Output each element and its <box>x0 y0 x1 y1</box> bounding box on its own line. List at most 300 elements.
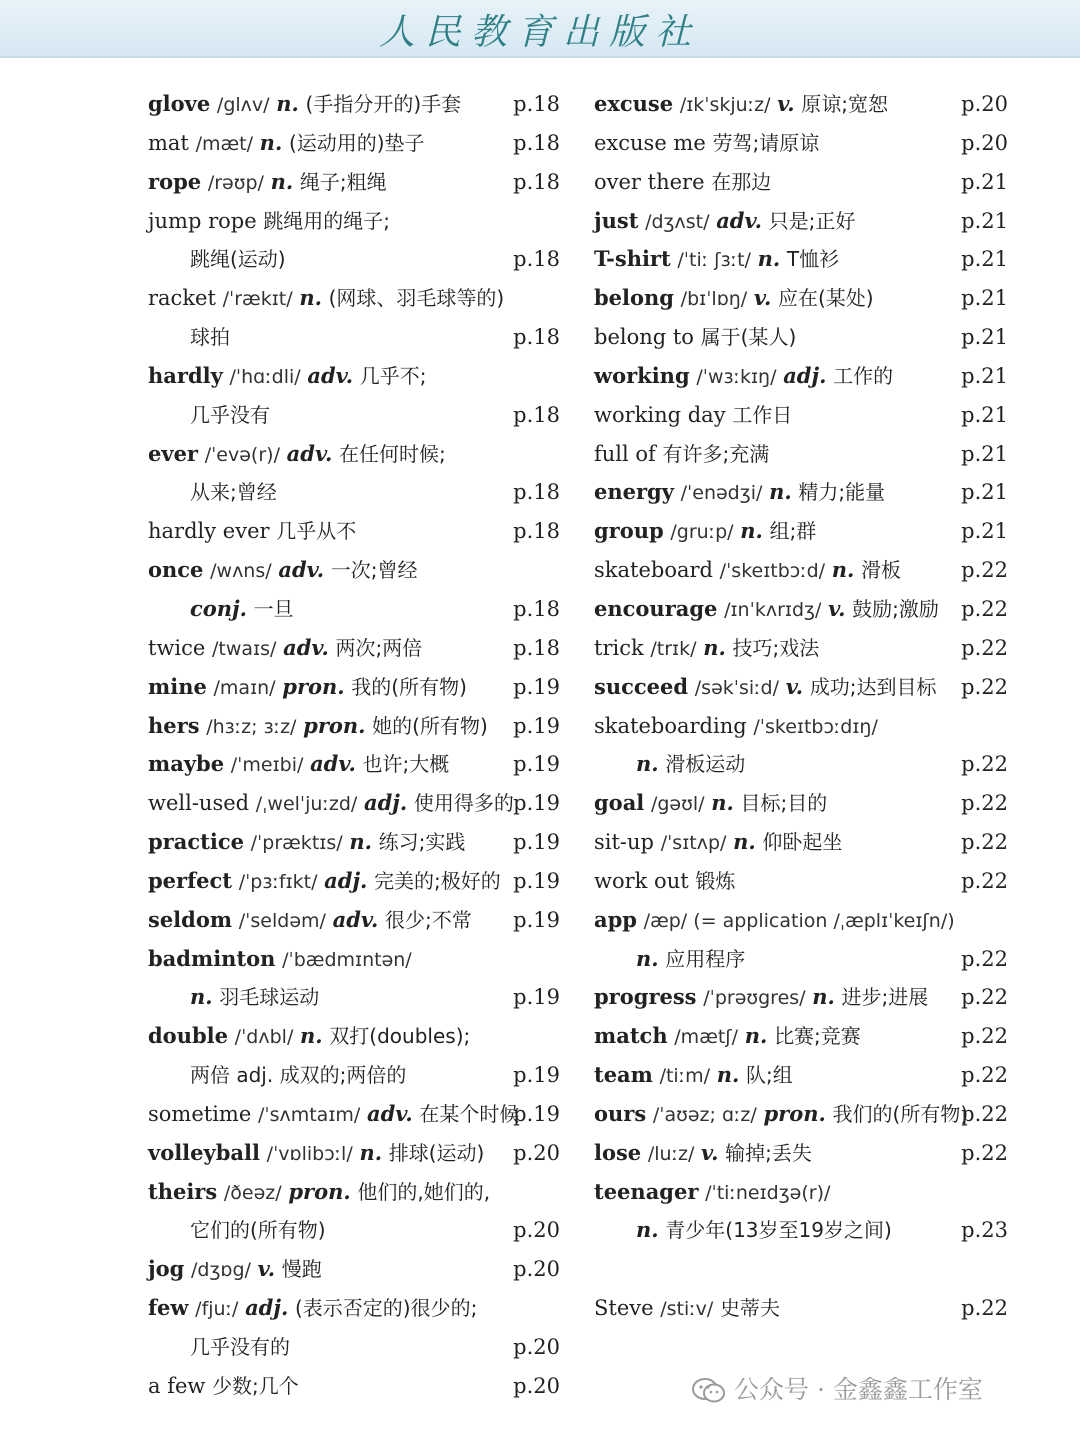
vocab-entry <box>148 1173 560 1212</box>
headword: volleyball <box>148 1139 260 1165</box>
chinese-gloss: (网球、羽毛球等的) <box>328 286 505 311</box>
phonetic: /ˈtiː ʃɜːt/ <box>677 249 751 272</box>
entry-text <box>594 85 888 125</box>
phonetic: /stiːv/ <box>660 1298 714 1321</box>
page-ref: p.22 <box>961 674 1008 699</box>
phonetic: /ˈaʊəz; ɑːz/ <box>652 1103 757 1126</box>
page-ref: p.18 <box>513 596 560 621</box>
entry-text <box>594 668 937 708</box>
chinese-gloss: 绳子;粗绳 <box>299 169 387 194</box>
page-ref: p.22 <box>961 830 1008 855</box>
headword: racket <box>148 286 216 311</box>
chinese-gloss: 工作日 <box>732 402 793 427</box>
part-of-speech: n. <box>299 285 322 311</box>
vocab-entry <box>148 940 560 979</box>
phonetic: /rəʊp/ <box>207 171 264 194</box>
entry-text <box>594 1173 830 1213</box>
page-ref: p.18 <box>513 480 560 505</box>
vocab-entry <box>148 163 560 202</box>
vocab-entry <box>148 357 560 396</box>
phonetic: /ˈenədʒi/ <box>680 482 763 505</box>
headword: lose <box>594 1139 642 1165</box>
headword: hardly <box>148 362 223 388</box>
part-of-speech: n. <box>703 634 726 660</box>
chinese-gloss: 精力;能量 <box>798 480 886 505</box>
entry-text <box>148 707 488 747</box>
vocab-entry <box>594 590 1008 629</box>
headword: practice <box>148 829 244 855</box>
headword: double <box>148 1023 228 1049</box>
chinese-gloss: 鼓励;激励 <box>852 596 939 621</box>
vocab-entry-continuation <box>594 1211 1008 1250</box>
vocab-entry <box>594 551 1008 590</box>
entry-text <box>594 978 928 1018</box>
entry-text <box>148 901 472 941</box>
phonetic: /ˈdʌbl/ <box>234 1026 294 1049</box>
headword: well-used <box>148 791 250 816</box>
vocab-entry <box>594 512 1008 551</box>
page-ref: p.20 <box>513 1140 560 1165</box>
headword: seldom <box>148 906 233 932</box>
entry-text <box>594 551 901 591</box>
phonetic: /trɪk/ <box>650 637 697 660</box>
watermark-text: 公众号 · 金鑫鑫工作室 <box>734 1375 983 1404</box>
part-of-speech: v. <box>785 673 804 699</box>
page-ref: p.19 <box>513 868 560 893</box>
phonetic: /ˈsɪtʌp/ <box>660 832 727 855</box>
vocab-entry <box>594 1134 1008 1173</box>
headword: a few <box>148 1373 206 1398</box>
chinese-gloss: 劳驾;请原谅 <box>712 130 820 155</box>
vocab-entry <box>148 901 560 940</box>
page-ref: p.18 <box>513 402 560 427</box>
part-of-speech: n. <box>270 168 294 194</box>
entry-text <box>594 1056 793 1096</box>
phonetic: /ɪnˈkʌrɪdʒ/ <box>724 598 822 621</box>
phonetic: /twaɪs/ <box>212 637 277 660</box>
page-ref: p.20 <box>513 1257 560 1282</box>
headword: goal <box>594 790 645 816</box>
chinese-gloss: 技巧;戏法 <box>732 635 820 660</box>
entry-text <box>594 240 839 280</box>
chinese-gloss: 组;群 <box>769 519 817 544</box>
vocab-entry <box>148 279 560 318</box>
entry-text <box>594 318 796 357</box>
chinese-gloss: 青少年(13岁至19岁之间) <box>665 1218 892 1243</box>
chinese-gloss: 比赛;竞赛 <box>774 1024 861 1049</box>
entry-text <box>594 901 955 941</box>
page-ref: p.21 <box>961 325 1008 350</box>
entry-text <box>148 512 356 551</box>
part-of-speech: adv. <box>278 557 325 583</box>
entry-text <box>190 1211 326 1250</box>
page-ref: p.22 <box>961 946 1008 971</box>
vocab-entry <box>148 1367 560 1406</box>
vocab-entry <box>148 1134 560 1173</box>
chinese-gloss: 球拍 <box>190 325 230 350</box>
chinese-gloss: 一次;曾经 <box>330 558 418 583</box>
phonetic: /luːz/ <box>647 1142 695 1165</box>
page-ref: p.23 <box>961 1218 1008 1243</box>
page-ref: p.22 <box>961 868 1008 893</box>
page-ref: p.21 <box>961 480 1008 505</box>
part-of-speech: n. <box>636 945 659 971</box>
chinese-gloss: 很少;不常 <box>385 907 472 932</box>
page-ref: p.18 <box>513 247 560 272</box>
vocab-entry <box>148 668 560 707</box>
phonetic: /mætʃ/ <box>674 1026 739 1049</box>
part-of-speech: adv. <box>283 634 329 660</box>
vocab-entry <box>594 1017 1008 1056</box>
entry-text <box>594 1134 812 1174</box>
page-ref: p.19 <box>513 907 560 932</box>
chinese-gloss: 几乎没有 <box>190 402 270 427</box>
vocab-entry <box>594 1095 1008 1134</box>
page-ref: p.22 <box>961 596 1008 621</box>
entry-text <box>594 784 827 824</box>
entry-text <box>148 668 467 708</box>
entry-text <box>148 862 501 902</box>
chinese-gloss: (表示否定的)很少的; <box>294 1296 478 1321</box>
part-of-speech: adv. <box>286 440 333 466</box>
headword: match <box>594 1023 668 1049</box>
headword: jump rope <box>148 208 257 233</box>
vocab-entry <box>594 473 1008 512</box>
headword: hardly ever <box>148 519 270 544</box>
entry-text <box>594 279 874 319</box>
headword: few <box>148 1295 189 1321</box>
entry-text <box>190 318 230 357</box>
page-ref: p.22 <box>961 985 1008 1010</box>
part-of-speech: adj. <box>245 1295 289 1321</box>
headword: trick <box>594 635 644 660</box>
headword: skateboarding <box>594 713 747 738</box>
vocab-entry <box>594 1250 1008 1289</box>
page-ref: p.19 <box>513 713 560 738</box>
vocab-column-left <box>148 85 560 1406</box>
entry-text <box>148 163 387 203</box>
headword: energy <box>594 479 674 505</box>
entry-text <box>148 629 422 669</box>
page-ref: p.22 <box>961 558 1008 583</box>
headword: T-shirt <box>594 246 671 272</box>
entry-text <box>594 1289 780 1329</box>
entry-text <box>190 396 270 435</box>
vocab-entry <box>148 551 560 590</box>
chinese-gloss: 几乎没有的 <box>190 1335 290 1359</box>
part-of-speech: adv. <box>366 1100 413 1126</box>
entry-text <box>148 1095 519 1135</box>
entry-text <box>148 279 504 319</box>
page-ref: p.21 <box>961 286 1008 311</box>
vocab-entry <box>594 901 1008 940</box>
part-of-speech: pron. <box>288 1178 351 1204</box>
entry-text <box>148 1134 484 1174</box>
chinese-gloss: 几乎从不 <box>276 519 357 544</box>
part-of-speech: n. <box>716 1062 740 1088</box>
headword: sometime <box>148 1101 252 1126</box>
vocab-entry <box>594 202 1008 241</box>
part-of-speech: n. <box>711 790 734 816</box>
chinese-gloss: 羽毛球运动 <box>219 985 320 1010</box>
part-of-speech: v. <box>753 285 772 311</box>
vocab-entry <box>594 978 1008 1017</box>
part-of-speech: v. <box>828 595 846 621</box>
chinese-gloss: 使用得多的 <box>413 791 514 816</box>
part-of-speech: adv. <box>716 207 762 233</box>
vocab-entry <box>594 240 1008 279</box>
phonetic: /ˈseldəm/ <box>238 909 326 932</box>
entry-text <box>594 823 842 863</box>
vocab-entry-continuation <box>148 240 560 279</box>
vocab-entry <box>594 163 1008 202</box>
part-of-speech: adj. <box>324 867 368 893</box>
headword: excuse <box>594 91 674 116</box>
entry-text <box>148 124 425 164</box>
vocab-entry-continuation <box>148 396 560 435</box>
page-ref: p.19 <box>513 830 560 855</box>
headword: ours <box>594 1100 647 1126</box>
phonetic: /mæt/ <box>195 132 253 155</box>
part-of-speech: n. <box>276 91 299 116</box>
headword: full of <box>594 441 656 466</box>
headword: progress <box>594 984 697 1010</box>
chinese-gloss: 在那边 <box>711 169 772 194</box>
vocab-entry <box>148 124 560 163</box>
phonetic: /ɪkˈskjuːz/ <box>679 94 771 116</box>
chinese-gloss: 在某个时候 <box>419 1101 520 1126</box>
entry-text <box>148 1367 299 1406</box>
entry-text <box>594 1017 861 1057</box>
chinese-gloss: 两倍 adj. 成双的;两倍的 <box>190 1063 407 1088</box>
vocab-entry <box>148 823 560 862</box>
vocab-entry <box>148 745 560 784</box>
part-of-speech: n. <box>831 557 855 583</box>
page-ref: p.21 <box>961 402 1008 427</box>
vocab-entry <box>594 784 1008 823</box>
headword: maybe <box>148 751 225 777</box>
phonetic: /gruːp/ <box>670 521 734 544</box>
vocab-entry <box>594 279 1008 318</box>
entry-text <box>594 124 819 163</box>
chinese-gloss: 一旦 <box>253 596 294 621</box>
vocab-entry <box>148 707 560 746</box>
phonetic: /maɪn/ <box>213 676 276 699</box>
entry-text <box>190 240 286 279</box>
page-ref: p.22 <box>961 635 1008 660</box>
vocab-entry-continuation <box>594 940 1008 979</box>
chinese-gloss: (手指分开的)手套 <box>305 92 462 116</box>
chinese-gloss: 慢跑 <box>281 1257 322 1282</box>
part-of-speech: adv. <box>310 751 356 777</box>
part-of-speech: n. <box>744 1023 768 1049</box>
chinese-gloss: (运动用的)垫子 <box>288 130 425 155</box>
chinese-gloss: 练习;实践 <box>378 830 466 855</box>
entry-text <box>148 1289 477 1329</box>
part-of-speech: adv. <box>307 362 354 388</box>
chinese-gloss: 她的(所有物) <box>372 713 488 738</box>
headword: succeed <box>594 673 689 699</box>
vocab-entry-continuation <box>148 473 560 512</box>
phonetic: /ˈtiːneɪdʒə(r)/ <box>705 1181 831 1204</box>
part-of-speech: n. <box>349 829 372 855</box>
headword: twice <box>148 635 206 660</box>
page-ref: p.22 <box>961 1024 1008 1049</box>
vocab-column-right <box>594 85 1008 1328</box>
phonetic: /ˈmeɪbi/ <box>230 754 304 777</box>
chinese-gloss: 两次;两倍 <box>335 635 423 660</box>
chinese-gloss: 几乎不; <box>359 363 427 388</box>
page-ref: p.19 <box>513 1063 560 1088</box>
chinese-gloss: 只是;正好 <box>768 208 856 233</box>
phonetic: /æp/ (= application /ˌæplɪˈkeɪʃn/) <box>643 909 955 932</box>
entry-text <box>636 745 745 784</box>
headword: working day <box>594 402 726 427</box>
chinese-gloss: 跳绳用的绳子; <box>263 208 391 233</box>
entry-text <box>594 862 735 901</box>
wechat-icon <box>692 1378 726 1404</box>
vocab-entry-continuation <box>148 1328 560 1367</box>
entry-text <box>594 1095 968 1135</box>
vocab-entry <box>594 1056 1008 1095</box>
headword: sit-up <box>594 830 654 855</box>
chinese-gloss: 原谅;宽恕 <box>801 92 889 116</box>
headword: hers <box>148 712 200 738</box>
phonetic: /ˈprəʊgres/ <box>703 987 806 1010</box>
entry-text <box>148 1250 322 1290</box>
part-of-speech: n. <box>636 1217 659 1243</box>
vocab-entry <box>594 396 1008 435</box>
page-ref: p.19 <box>513 752 560 777</box>
vocab-entry <box>594 318 1008 357</box>
entry-text <box>148 940 412 980</box>
headword: group <box>594 518 664 544</box>
vocab-entry <box>594 707 1008 746</box>
vocab-entry-continuation <box>148 590 560 629</box>
phonetic: /ˈskeɪtbɔːdɪŋ/ <box>753 715 878 738</box>
entry-text <box>594 707 878 747</box>
phonetic: /tiːm/ <box>659 1065 711 1088</box>
phonetic: /ˈpræktɪs/ <box>250 832 343 855</box>
entry-text <box>190 1056 406 1095</box>
vocab-entry <box>594 1173 1008 1212</box>
vocab-entry-continuation <box>148 318 560 357</box>
chinese-gloss: T恤衫 <box>786 247 840 272</box>
entry-text <box>190 978 319 1017</box>
headword: ever <box>148 440 198 466</box>
chinese-gloss: 队;组 <box>746 1063 793 1088</box>
page-ref: p.21 <box>961 441 1008 466</box>
headword: working <box>594 362 690 388</box>
page-ref: p.19 <box>513 674 560 699</box>
page-ref: p.22 <box>961 1296 1008 1321</box>
header-band <box>0 0 1080 58</box>
watermark <box>692 1370 983 1410</box>
vocab-entry <box>594 668 1008 707</box>
phonetic: /dʒɒg/ <box>190 1259 251 1282</box>
headword: skateboard <box>594 558 713 583</box>
headword: app <box>594 906 637 932</box>
chinese-gloss: 少数;几个 <box>212 1373 299 1398</box>
entry-text <box>148 85 461 125</box>
page-ref: p.22 <box>961 1063 1008 1088</box>
entry-text <box>148 823 465 863</box>
phonetic: /ˈpɜːfɪkt/ <box>238 870 318 893</box>
phonetic: /ˈrækɪt/ <box>222 288 293 311</box>
part-of-speech: adj. <box>783 362 827 388</box>
entry-text <box>636 1211 892 1250</box>
vocab-entry <box>148 85 560 124</box>
part-of-speech: n. <box>359 1139 383 1165</box>
vocab-entry <box>148 1095 560 1134</box>
entry-text <box>148 745 449 785</box>
entry-text <box>190 473 277 512</box>
chinese-gloss: 滑板 <box>861 558 902 583</box>
entry-text <box>148 551 417 591</box>
page-ref: p.18 <box>513 169 560 194</box>
chinese-gloss: 属于(某人) <box>700 325 797 350</box>
chinese-gloss: 他们的,她们的, <box>357 1179 491 1204</box>
page-ref: p.21 <box>961 208 1008 233</box>
vocab-entry <box>148 784 560 823</box>
chinese-gloss: 应用程序 <box>665 946 746 971</box>
page-ref: p.20 <box>961 130 1008 155</box>
phonetic: /ˌwelˈjuːzd/ <box>255 793 358 816</box>
headword: rope <box>148 168 202 194</box>
headword: theirs <box>148 1178 218 1204</box>
part-of-speech: v. <box>701 1139 719 1165</box>
chinese-gloss: 我的(所有物) <box>351 674 467 699</box>
entry-text <box>594 512 816 552</box>
page-ref: p.21 <box>961 363 1008 388</box>
headword: belong <box>594 285 674 311</box>
part-of-speech: n. <box>636 751 659 777</box>
headword: perfect <box>148 867 232 893</box>
chinese-gloss: 完美的;极好的 <box>374 868 501 893</box>
chinese-gloss: 有许多;充满 <box>662 441 770 466</box>
phonetic: /bɪˈlɒŋ/ <box>680 288 748 311</box>
entry-text <box>636 940 745 979</box>
chinese-gloss: 应在(某处) <box>777 286 874 311</box>
chinese-gloss: 仰卧起坐 <box>762 830 843 855</box>
chinese-gloss: 工作的 <box>833 363 894 388</box>
vocab-entry-continuation <box>148 1056 560 1095</box>
page-ref: p.21 <box>961 247 1008 272</box>
page-ref: p.20 <box>513 1335 560 1359</box>
phonetic: /ˈsʌmtaɪm/ <box>257 1103 361 1126</box>
phonetic: /səkˈsiːd/ <box>694 676 780 699</box>
headword: mine <box>148 673 207 699</box>
chinese-gloss: 双打(doubles); <box>329 1024 471 1049</box>
phonetic: /wʌns/ <box>210 560 272 583</box>
page-ref: p.19 <box>513 791 560 816</box>
headword: excuse me <box>594 130 706 155</box>
chinese-gloss: 跳绳(运动) <box>190 247 286 272</box>
entry-text <box>190 1328 290 1367</box>
part-of-speech: v. <box>257 1256 276 1282</box>
headword: over there <box>594 169 705 194</box>
headword: encourage <box>594 595 718 621</box>
entry-text <box>190 590 294 629</box>
headword: jog <box>148 1256 185 1282</box>
entry-text <box>148 784 514 824</box>
page-ref: p.18 <box>513 519 560 544</box>
chinese-gloss: 它们的(所有物) <box>190 1218 326 1243</box>
part-of-speech: v. <box>777 91 795 116</box>
chinese-gloss: 在任何时候; <box>339 441 446 466</box>
vocab-entry <box>594 1289 1008 1328</box>
vocab-entry <box>148 512 560 551</box>
